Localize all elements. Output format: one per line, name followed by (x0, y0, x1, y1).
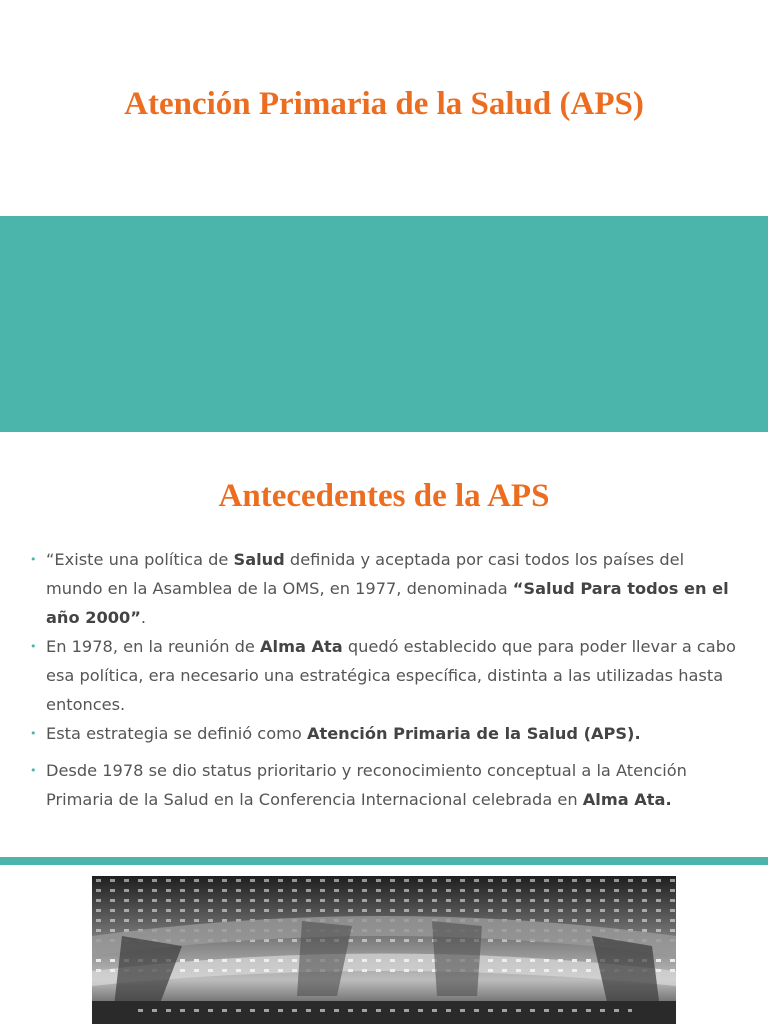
teal-divider (0, 857, 768, 865)
section-title: Antecedentes de la APS (218, 478, 550, 514)
slide-title: Atención Primaria de la Salud (APS) (124, 86, 644, 122)
bullet-text: “Existe una política de (46, 550, 234, 569)
bullet-list (30, 545, 742, 814)
auditorium-image (92, 876, 676, 1024)
bullet-text: quedó establecido que para poder llevar a cabo esa política, era necesario una estratégica específica, distinta a las utilizadas hasta entonces. (46, 637, 736, 714)
bullet-text: . (140, 608, 147, 627)
bullet-text: definida y aceptada por casi todos los países del mundo en la Asamblea de la OMS, en 1977, denominada (46, 550, 685, 598)
bullet-item (30, 719, 742, 748)
bullet-text: Desde 1978 se dio status prioritario y reconocimiento conceptual a la Atención Primaria de la Salud en la Conferencia Internacional celebrada en (46, 761, 687, 809)
bullet-bold-text: Alma Ata (260, 637, 343, 656)
bullet-bold-text: “Salud Para todos en el año 2000” (46, 579, 729, 627)
bullet-text: En 1978, en la reunión de (46, 637, 261, 656)
bullet-bold-text: Atención Primaria de la Salud (APS). (306, 724, 641, 743)
bullet-dot-icon: • (30, 640, 37, 653)
bullet-text: Esta estrategia se definió como (46, 724, 307, 743)
bullet-item (30, 756, 742, 814)
bullet-bold-text: Alma Ata. (582, 790, 672, 809)
bullet-dot-icon: • (30, 553, 37, 566)
bullet-dot-icon: • (30, 727, 37, 740)
bullet-item (30, 545, 742, 632)
teal-band (0, 216, 768, 432)
auditorium-photo (92, 876, 676, 1024)
bullet-item (30, 632, 742, 719)
bullet-dot-icon: • (30, 764, 37, 777)
bullet-bold-text: Salud (233, 550, 285, 569)
